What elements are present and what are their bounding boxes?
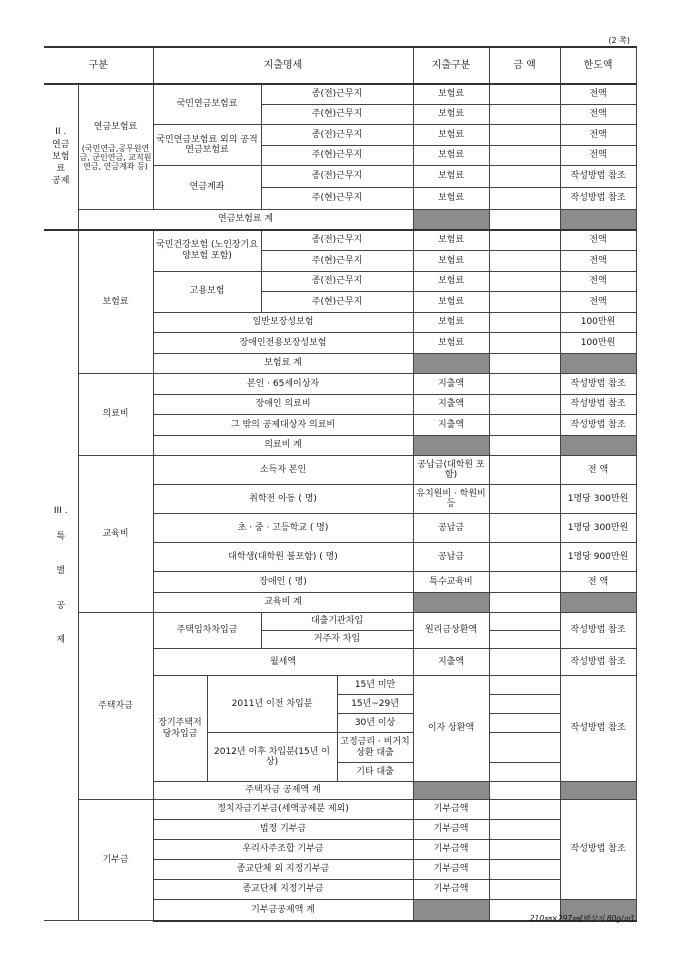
section-2-title: II . 연금 보험 료 공제 [44,84,78,231]
prev-worker-label: 종(전)근무지 [261,125,413,146]
gray-cell [560,592,636,613]
table-row [44,374,636,395]
limit-cell: 전 액 [560,456,636,485]
section-3-title: III . 특 별 공 제 [44,230,78,921]
non-religious-donation-label: 종교단체 외 지정기부금 [153,860,413,880]
type-cell: 기부금액 [413,800,489,820]
table-row [44,84,636,105]
amount-cell[interactable] [489,374,560,395]
amount-cell[interactable] [489,613,560,631]
amount-cell[interactable] [489,333,560,354]
other-pension-label: 국민연금보험료 외의 공적연금보험료 [153,125,261,166]
amount-cell[interactable] [489,543,560,572]
education-total-label: 교육비 계 [153,592,413,613]
pension-account-label: 연금계좌 [153,166,261,210]
amount-cell[interactable] [489,166,560,188]
type-cell: 보험료 [413,84,489,105]
limit-cell: 작성방법 참조 [560,415,636,436]
amount-cell[interactable] [489,271,560,292]
amount-cell[interactable] [489,676,560,695]
national-pension-label: 국민연금보험료 [153,84,261,125]
prev-worker-label: 종(전)근무지 [261,230,413,251]
amount-cell[interactable] [489,485,560,514]
other-loan-label: 기타 대출 [337,763,413,782]
medical-self-label: 본인 · 65세이상자 [153,374,413,395]
over-30-label: 30년 이상 [337,714,413,733]
amount-cell[interactable] [489,435,560,456]
gray-cell [413,353,489,374]
limit-cell: 작성방법 참조 [560,676,636,782]
amount-cell[interactable] [489,230,560,251]
type-cell: 보험료 [413,145,489,166]
insurance-total-label: 보험료 계 [153,353,413,374]
pension-total-label: 연금보험료 계 [78,210,413,231]
amount-cell[interactable] [489,415,560,436]
mortgage-label: 장기주택저당차입금 [153,676,207,782]
amount-cell[interactable] [489,125,560,146]
curr-worker-label: 주(현)근무지 [261,251,413,272]
amount-cell[interactable] [489,84,560,105]
religious-donation-label: 종교단체 지정기부금 [153,880,413,900]
monthly-rent-label: 월세액 [153,649,413,676]
limit-cell: 작성방법 참조 [560,394,636,415]
after-2012-label: 2012년 이후 차입분(15년 이상) [207,733,337,782]
prev-worker-label: 종(전)근무지 [261,166,413,188]
medical-disabled-label: 장애인 의료비 [153,394,413,415]
from-resident-label: 거주자 차입 [261,631,413,649]
amount-cell[interactable] [489,880,560,900]
gray-cell [560,210,636,231]
gray-cell [413,210,489,231]
type-cell: 유치원비 · 학원비등 [413,485,489,514]
amount-cell[interactable] [489,714,560,733]
curr-worker-label: 주(현)근무지 [261,188,413,210]
health-insurance-label: 국민건강보험 (노인장기요양보험 포함) [153,230,261,271]
type-cell: 보험료 [413,271,489,292]
before-2011-label: 2011년 이전 차입분 [207,676,337,733]
edu-self-label: 소득자 본인 [153,456,413,485]
type-cell: 기부금액 [413,860,489,880]
type-cell: 보험료 [413,230,489,251]
prev-worker-label: 종(전)근무지 [261,271,413,292]
limit-cell: 1명당 300만원 [560,514,636,543]
housing-total-label: 주택자금 공제액 계 [153,782,413,800]
deduction-form-table [44,46,636,922]
amount-cell[interactable] [489,514,560,543]
type-cell: 기부금액 [413,820,489,840]
amount-cell[interactable] [489,860,560,880]
gray-cell [413,435,489,456]
limit-cell: 전액 [560,271,636,292]
limit-cell: 1명당 300만원 [560,485,636,514]
gray-cell [413,900,489,921]
type-cell: 지출액 [413,415,489,436]
header-item: 지출명세 [153,47,413,84]
type-cell: 보험료 [413,166,489,188]
amount-cell[interactable] [489,188,560,210]
amount-cell[interactable] [489,145,560,166]
limit-cell: 전액 [560,84,636,105]
limit-cell: 작성방법 참조 [560,166,636,188]
esop-donation-label: 우리사주조합 기부금 [153,840,413,860]
from-institution-label: 대출기관차입 [261,613,413,631]
limit-cell: 작성방법 참조 [560,613,636,649]
type-cell: 보험료 [413,125,489,146]
curr-worker-label: 주(현)근무지 [261,145,413,166]
amount-cell[interactable] [489,210,560,231]
header-category: 구분 [44,47,153,84]
edu-school-label: 초 · 중 · 고등학교 ( 명) [153,514,413,543]
amount-cell[interactable] [489,592,560,613]
employment-insurance-label: 고용보험 [153,271,261,312]
amount-cell[interactable] [489,292,560,313]
gray-cell [413,782,489,800]
gray-cell [560,435,636,456]
amount-cell[interactable] [489,649,560,676]
table-row [44,800,636,820]
amount-cell[interactable] [489,572,560,593]
type-cell: 지출액 [413,649,489,676]
statutory-donation-label: 법정 기부금 [153,820,413,840]
table-row [44,456,636,485]
limit-cell: 전액 [560,125,636,146]
type-cell: 보험료 [413,188,489,210]
header-type: 지출구분 [413,47,489,84]
limit-cell: 전액 [560,230,636,251]
limit-cell: 전액 [560,145,636,166]
type-cell: 기부금액 [413,880,489,900]
type-cell: 공납금(대학원 포함) [413,456,489,485]
donation-total-label: 기부금공제액 계 [153,900,413,921]
amount-cell[interactable] [489,394,560,415]
pension-subcategory: 연금보험료 (국민연금,공무원연금, 군인연금, 교직원연금, 연금계좌 등) [78,84,153,210]
gray-cell [413,592,489,613]
amount-cell[interactable] [489,353,560,374]
type-cell: 지출액 [413,394,489,415]
fixed-rate-label: 고정금리 · 비거치 상환 대출 [337,733,413,763]
type-cell: 보험료 [413,312,489,333]
under-15-label: 15년 미만 [337,676,413,695]
amount-cell[interactable] [489,312,560,333]
edu-preschool-label: 취학전 아동 ( 명) [153,485,413,514]
gray-cell [560,353,636,374]
edu-disabled-label: 장애인 ( 명) [153,572,413,593]
donation-label: 기부금 [78,800,153,921]
limit-cell: 전액 [560,292,636,313]
amount-cell[interactable] [489,456,560,485]
limit-cell: 100만원 [560,312,636,333]
type-cell: 공납금 [413,514,489,543]
limit-cell: 작성방법 참조 [560,649,636,676]
amount-cell[interactable] [489,695,560,714]
header-row [44,47,636,84]
header-amount: 금 액 [489,47,560,84]
amount-cell[interactable] [489,782,560,800]
edu-univ-label: 대학생(대학원 불포함) ( 명) [153,543,413,572]
curr-worker-label: 주(현)근무지 [261,104,413,125]
amount-cell[interactable] [489,733,560,763]
limit-cell: 작성방법 참조 [560,374,636,395]
amount-cell[interactable] [489,251,560,272]
insurance-label: 보험료 [78,230,153,374]
medical-total-label: 의료비 계 [153,435,413,456]
amount-cell[interactable] [489,763,560,782]
table-row [44,210,636,231]
medical-other-label: 그 밖의 공제대상자 의료비 [153,415,413,436]
general-insurance-label: 일반보장성보험 [153,312,413,333]
lease-loan-label: 주택임차차입금 [153,613,261,649]
type-cell: 특수교육비 [413,572,489,593]
type-cell: 보험료 [413,292,489,313]
type-cell: 이자 상환액 [413,676,489,782]
header-limit: 한도액 [560,47,636,84]
limit-cell: 100만원 [560,333,636,354]
type-cell: 지출액 [413,374,489,395]
political-donation-label: 정치자금기부금(세액공제분 제외) [153,800,413,820]
page-number: (2 쪽) [608,36,630,45]
limit-cell: 작성방법 참조 [560,800,636,900]
amount-cell[interactable] [489,631,560,649]
education-label: 교육비 [78,456,153,613]
disabled-insurance-label: 장애인전용보장성보험 [153,333,413,354]
amount-cell[interactable] [489,800,560,820]
medical-label: 의료비 [78,374,153,456]
housing-label: 주택자금 [78,613,153,800]
limit-cell: 전 액 [560,572,636,593]
limit-cell: 전액 [560,251,636,272]
amount-cell[interactable] [489,104,560,125]
amount-cell[interactable] [489,840,560,860]
type-cell: 보험료 [413,251,489,272]
amount-cell[interactable] [489,820,560,840]
table-row [44,230,636,251]
paper-spec-footer: 210㎜×297㎜[백상지 80g/㎡] [529,914,634,923]
type-cell: 기부금액 [413,840,489,860]
limit-cell: 1명당 900만원 [560,543,636,572]
y15-29-label: 15년~29년 [337,695,413,714]
type-cell: 공납금 [413,543,489,572]
table-row [44,613,636,631]
type-cell: 원리금상환액 [413,613,489,649]
gray-cell [560,782,636,800]
type-cell: 보험료 [413,104,489,125]
type-cell: 보험료 [413,333,489,354]
prev-worker-label: 종(전)근무지 [261,84,413,105]
curr-worker-label: 주(현)근무지 [261,292,413,313]
limit-cell: 작성방법 참조 [560,188,636,210]
limit-cell: 전액 [560,104,636,125]
